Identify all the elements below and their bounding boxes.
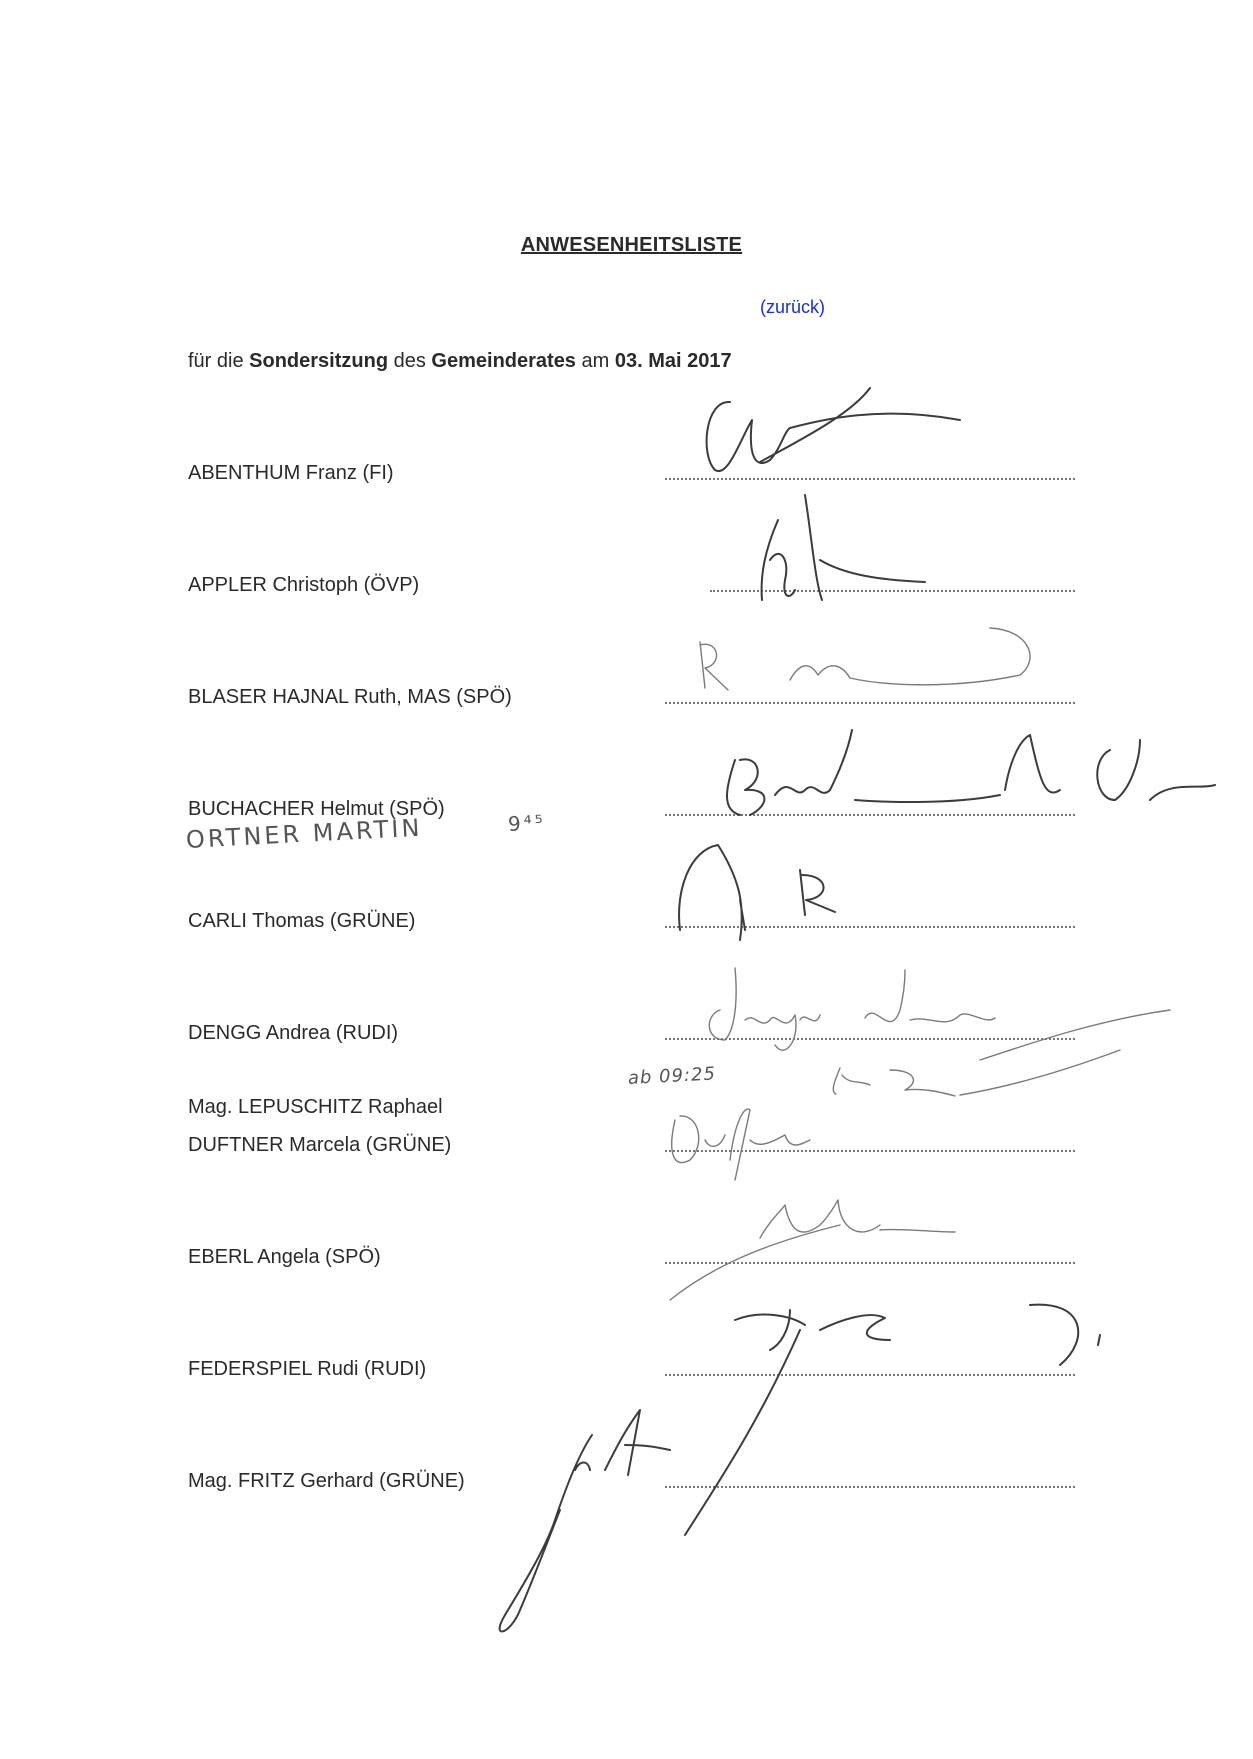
signature-fritz [500,1410,670,1631]
attendee-name: Mag. LEPUSCHITZ Raphael [188,1096,443,1118]
signature-eberl [670,1200,955,1300]
meeting-intro [188,350,732,373]
meeting-type: Sondersitzung [249,350,389,372]
signature-line [665,1038,1075,1040]
handwritten-time-note: ab 09:25 [627,1063,717,1089]
signature-line [665,1374,1075,1376]
signature-abenthum [707,388,960,471]
date-prefix: am [581,350,610,372]
handwritten-substitute-time: 9⁴⁵ [507,810,547,836]
signature-line [665,702,1075,704]
signature-blaser [700,628,1030,690]
handwritten-substitute: ORTNER MARTIN [185,813,424,854]
signature-line [710,590,1075,592]
signature-line [665,1150,1075,1152]
attendee-name: Mag. FRITZ Gerhard (GRÜNE) [188,1470,465,1492]
signature-appler [762,495,925,600]
signature-duftner [672,1109,810,1180]
attendee-name: BLASER HAJNAL Ruth, MAS (SPÖ) [188,686,512,708]
back-link[interactable]: (zurück) [760,297,826,317]
attendee-name: DENGG Andrea (RUDI) [188,1022,399,1044]
attendee-name: FEDERSPIEL Rudi (RUDI) [188,1358,427,1380]
attendee-name: ABENTHUM Franz (FI) [188,462,394,484]
signature-line [665,814,1075,816]
signature-line [665,1262,1075,1264]
signature-lepuschitz [833,1050,1120,1096]
signature-federspiel [685,1305,1100,1535]
attendee-name: APPLER Christoph (ÖVP) [188,574,420,596]
document-title: ANWESENHEITSLISTE [520,234,743,256]
signature-line [665,478,1075,480]
signature-dengg [709,968,1170,1060]
meeting-date: 03. Mai 2017 [614,350,732,372]
signature-buchacher [727,730,1215,815]
signature-line [665,926,1075,928]
attendee-name: BUCHACHER Helmut (SPÖ) [188,798,445,820]
attendee-name: DUFTNER Marcela (GRÜNE) [188,1134,452,1156]
attendee-name: CARLI Thomas (GRÜNE) [188,910,416,932]
intro-middle: des [393,350,426,372]
meeting-body: Gemeinderates [431,350,576,372]
intro-prefix: für die [188,350,244,372]
attendee-name: EBERL Angela (SPÖ) [188,1246,381,1268]
signature-line [665,1486,1075,1488]
